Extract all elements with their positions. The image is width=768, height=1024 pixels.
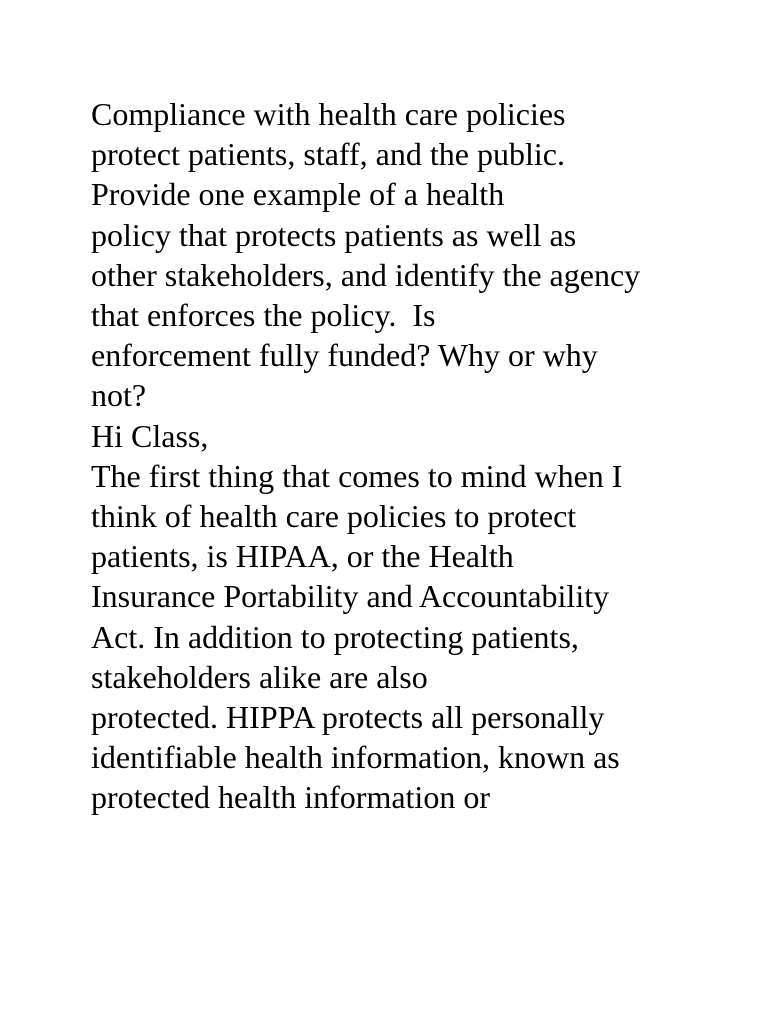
response-line: protected. HIPPA protects all personally (91, 699, 605, 736)
response-line: The first thing that comes to mind when I (91, 457, 623, 494)
response-line: identifiable health information, known as (91, 739, 620, 776)
response-line: Act. In addition to protecting patients, (91, 618, 579, 655)
question-line: Provide one example of a health (91, 176, 505, 213)
response-line: think of health care policies to protect (91, 498, 577, 535)
question-line: policy that protects patients as well as (91, 216, 577, 253)
question-line: that enforces the policy. Is (91, 297, 436, 334)
greeting-line: Hi Class, (91, 417, 209, 454)
question-line: Compliance with health care policies (91, 96, 566, 132)
question-line: protect patients, staff, and the public. (91, 136, 565, 173)
question-line: enforcement fully funded? Why or why (91, 337, 598, 374)
question-line: not? (91, 377, 147, 414)
response-line: patients, is HIPAA, or the Health (91, 538, 514, 575)
response-line: Insurance Portability and Accountability (91, 578, 610, 615)
response-line: protected health information or (91, 779, 490, 816)
question-line: other stakeholders, and identify the agency (91, 256, 641, 293)
response-line: stakeholders alike are also (91, 658, 428, 695)
document-body (91, 94, 711, 818)
